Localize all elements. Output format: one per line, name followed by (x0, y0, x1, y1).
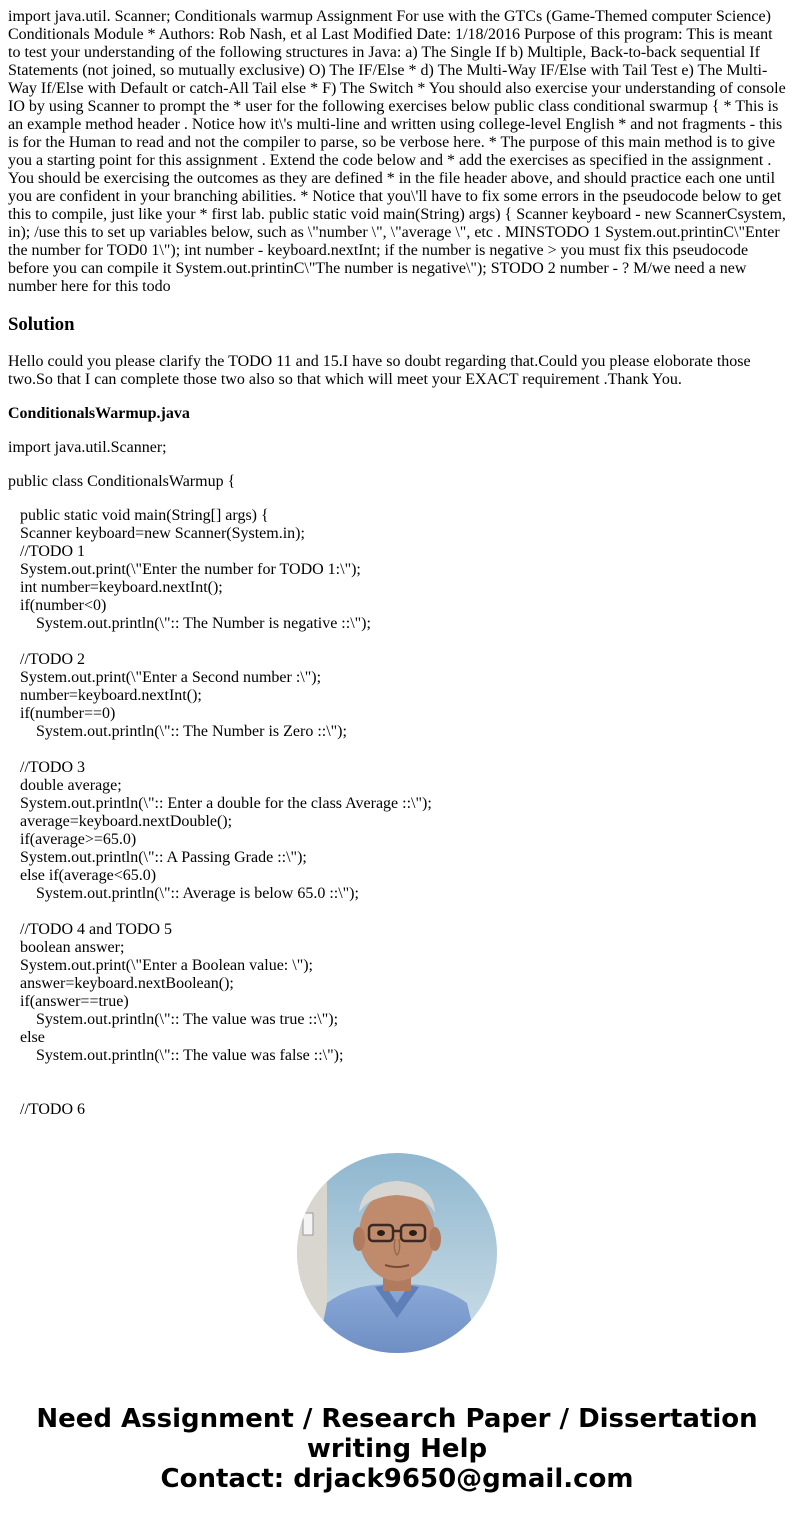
solution-intro: Hello could you please clarify the TODO 11 and 15.I have so doubt regarding that.Could you please eloborate those two.So that I can complete those two also so that which will meet your EXACT requirement .Thank You. (8, 353, 751, 388)
code-filename: ConditionalsWarmup.java (8, 405, 190, 422)
author-avatar (297, 1153, 497, 1353)
question-text: import java.util. Scanner; Conditionals warmup Assignment For use with the GTCs (Game-Themed computer Science) Conditionals Module * Authors: Rob Nash, et al Last Modified Date: 1/18/2016 Purpose of this program: This is meant to test your understanding of the following structures in Java: a) The Single If b) Multiple, Back-to-back sequential If Statements (not joined, so mutually exclusive) O) The IF/Else * d) The Multi-Way IF/Else with Tail Test e) The Multi-Way If/Else with Default or catch-All Tail else * F) The Switch * You should also exercise your understanding of console IO by using Scanner to prompt the * user for the following exercises below public class conditional swarmup { * This is an example method header . Notice how it\'s multi-line and written using college-level English * and not fragments - this is for the Human to read and not the compiler to parse, so be verbose here. * The purpose of this main method is to give you a starting point for this assignment . Extend the code below and * add the exercises as specified in the assignment . You should be exercising the outcomes as they are defined * in the file header above, and should practice each one until you are confident in your branching abilities. * Notice that you\'ll have to fix some errors in the pseudocode below to get this to compile, just like your * first lab. public static void main(String) args) { Scanner keyboard - new ScannerCsystem, in); /use this to set up variables below, such as \"number \", \"average \", etc . MINSTODO 1 System.out.printinC\"Enter the number for TOD0 1\"); int number - keyboard.nextInt; if the number is negative > you must fix this pseudocode before you can compile it System.out.printinC\"The number is negative\"); STODO 2 number - ? M/we need a new number here for this todo (8, 8, 786, 295)
import-statement: import java.util.Scanner; (8, 439, 167, 456)
footer-contact: Contact: drjack9650@gmail.com (160, 1464, 634, 1494)
solution-heading: Solution (8, 314, 75, 335)
footer-line-1: Need Assignment / Research Paper / Dissertation (36, 1404, 758, 1434)
code-body: public static void main(String[] args) { Scanner keyboard=new Scanner(System.in); //TODO 1 System.out.print(\"Enter the number for TODO 1:\"); int number=keyboard.nextInt(); if(number<0) System.out.println(\":: The Number is negative ::\"); //TODO 2 System.out.print(\"Enter a Second number :\"); number=keyboard.nextInt(); if(number==0) System.out.println(\":: The Number is Zero ::\"); //TODO 3 double average; System.out.println(\":: Enter a double for the class Average ::\"); average=keyboard.nextDouble(); if(average>=65.0) System.out.println(\":: A Passing Grade ::\"); else if(average<65.0) System.out.println(\":: Average is below 65.0 ::\"); //TODO 4 and TODO 5 boolean answer; System.out.print(\"Enter a Boolean value: \"); answer=keyboard.nextBoolean(); if(answer==true) System.out.println(\":: The value was true ::\"); else System.out.println(\":: The value was false ::\"); //TODO 6 (20, 507, 432, 1118)
avatar-photo (297, 1153, 497, 1353)
footer-line-2: writing Help (306, 1434, 488, 1464)
footer-banner (0, 1404, 794, 1494)
class-declaration: public class ConditionalsWarmup { (8, 473, 236, 490)
